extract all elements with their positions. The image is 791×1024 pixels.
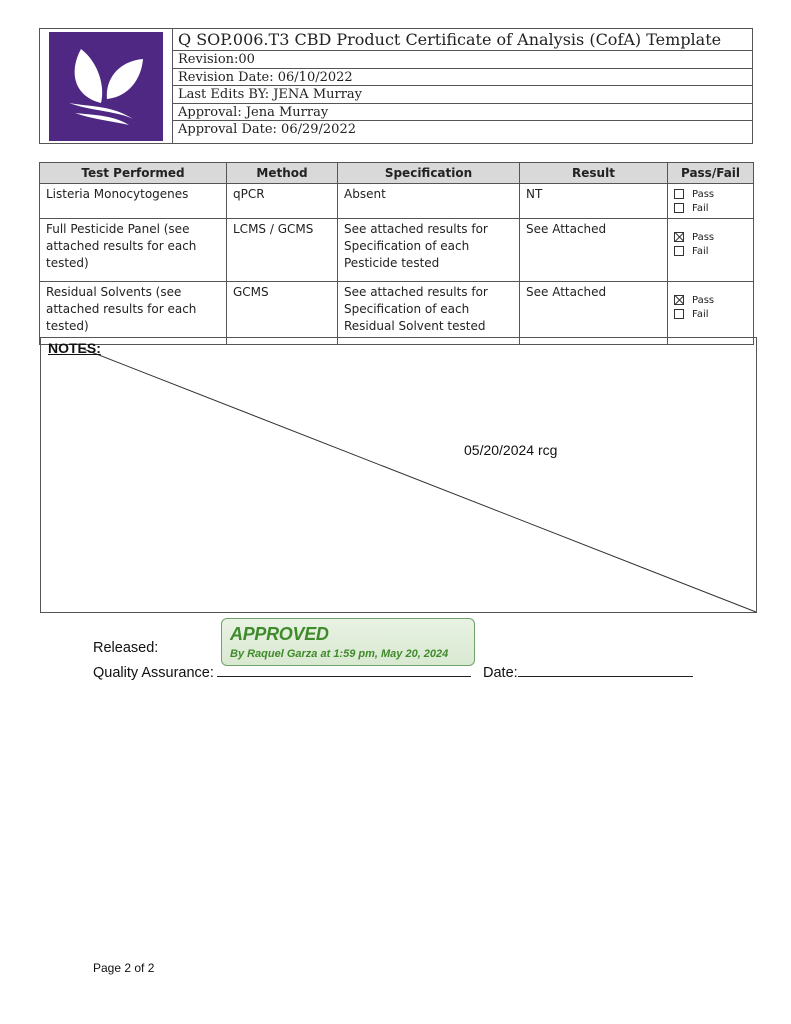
fail-checkbox[interactable] (674, 309, 684, 319)
spec-cell: Absent (338, 184, 520, 219)
revision-date: Revision Date: 06/10/2022 (173, 69, 752, 87)
method-cell: GCMS (227, 282, 338, 345)
qa-signature-line (93, 664, 693, 681)
header-lines (173, 29, 752, 143)
logo-cell (40, 29, 173, 143)
strikeout-line (41, 338, 758, 614)
column-header: Test Performed (40, 163, 227, 184)
leaf-icon (61, 41, 151, 131)
spec-cell: See attached results for Specification of each Pesticide tested (338, 219, 520, 282)
column-header: Pass/Fail (668, 163, 754, 184)
table-row (40, 219, 754, 282)
method-cell: qPCR (227, 184, 338, 219)
results-table (39, 162, 754, 345)
approval-date: Approval Date: 06/29/2022 (178, 122, 356, 137)
page-number: Page 2 of 2 (93, 961, 155, 975)
pass-label: Pass (692, 294, 715, 306)
test-cell: Listeria Monocytogenes (40, 184, 227, 219)
notes-label: NOTES: (48, 340, 101, 356)
approved-stamp[interactable] (221, 618, 475, 666)
pass-fail-cell (668, 282, 754, 345)
table-row (40, 282, 754, 345)
pass-fail-cell (668, 184, 754, 219)
pass-checkbox[interactable] (674, 232, 684, 242)
qa-label: Quality Assurance: (93, 665, 214, 681)
spec-cell: See attached results for Specification of each Residual Solvent tested (338, 282, 520, 345)
method-cell: LCMS / GCMS (227, 219, 338, 282)
notes-annotation: 05/20/2024 rcg (464, 442, 558, 458)
document-title: Q SOP.006.T3 CBD Product Certificate of Analysis (CofA) Template (173, 29, 752, 51)
notes-box[interactable] (40, 337, 757, 613)
fail-label: Fail (692, 202, 709, 214)
test-cell: Residual Solvents (see attached results for each tested) (40, 282, 227, 345)
pass-fail-cell (668, 219, 754, 282)
table-header-row (40, 163, 754, 184)
test-cell: Full Pesticide Panel (see attached results for each tested) (40, 219, 227, 282)
pass-checkbox[interactable] (674, 189, 684, 199)
date-label: Date: (483, 665, 518, 681)
fail-checkbox[interactable] (674, 246, 684, 256)
result-cell: NT (520, 184, 668, 219)
last-edits: Last Edits BY: JENA Murray (173, 86, 752, 104)
pass-label: Pass (692, 188, 715, 200)
approval: Approval: Jena Murray (173, 104, 752, 122)
column-header: Result (520, 163, 668, 184)
fail-label: Fail (692, 245, 709, 257)
leaf-logo (49, 32, 163, 141)
date-field[interactable] (518, 664, 693, 677)
fail-label: Fail (692, 308, 709, 320)
result-cell: See Attached (520, 219, 668, 282)
document-header (39, 28, 753, 144)
pass-checkbox[interactable] (674, 295, 684, 305)
result-cell: See Attached (520, 282, 668, 345)
column-header: Method (227, 163, 338, 184)
pass-label: Pass (692, 231, 715, 243)
revision: Revision:00 (173, 51, 752, 69)
table-row (40, 184, 754, 219)
stamp-title: APPROVED (230, 624, 329, 644)
fail-checkbox[interactable] (674, 203, 684, 213)
stamp-subtitle: By Raquel Garza at 1:59 pm, May 20, 2024 (230, 648, 449, 660)
column-header: Specification (338, 163, 520, 184)
released-label: Released: (93, 640, 159, 656)
